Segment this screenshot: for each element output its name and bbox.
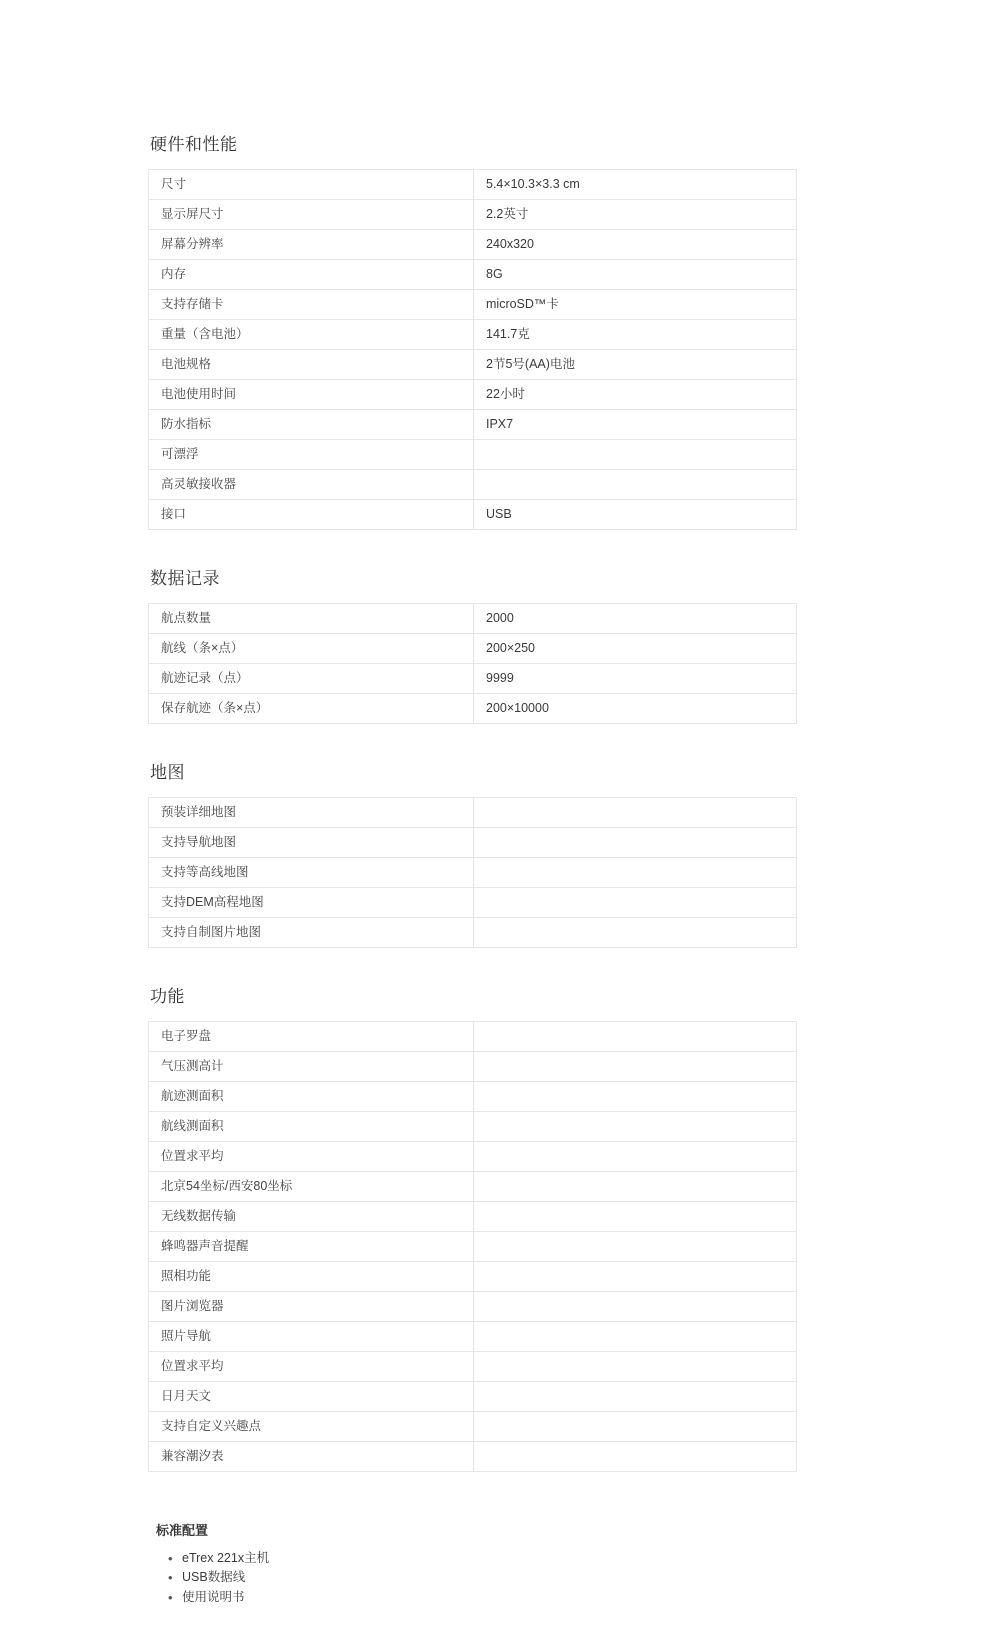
spec-key: 高灵敏接收器	[149, 470, 474, 500]
spec-table-features	[148, 1021, 797, 1472]
spec-value	[474, 1142, 797, 1172]
spec-value: 240x320	[474, 230, 797, 260]
spec-value	[474, 1052, 797, 1082]
spec-key: 北京54坐标/西安80坐标	[149, 1172, 474, 1202]
spec-value	[474, 918, 797, 948]
spec-key: 照相功能	[149, 1262, 474, 1292]
spec-key: 显示屏尺寸	[149, 200, 474, 230]
table-row	[149, 1022, 797, 1052]
table-row	[149, 604, 797, 634]
spec-value	[474, 1172, 797, 1202]
spec-value: 9999	[474, 664, 797, 694]
table-row	[149, 290, 797, 320]
table-row	[149, 1292, 797, 1322]
spec-value	[474, 798, 797, 828]
spec-key: 重量（含电池）	[149, 320, 474, 350]
list-item: • eTrex 221x主机	[182, 1549, 752, 1568]
spec-key: 图片浏览器	[149, 1292, 474, 1322]
spec-key: 电子罗盘	[149, 1022, 474, 1052]
table-row	[149, 1352, 797, 1382]
spec-key: 可漂浮	[149, 440, 474, 470]
spec-key: 尺寸	[149, 170, 474, 200]
table-row	[149, 798, 797, 828]
table-row	[149, 410, 797, 440]
spec-value	[474, 888, 797, 918]
spec-table-data-logging	[148, 603, 797, 724]
spec-key: 航线（条×点）	[149, 634, 474, 664]
spec-value: 2.2英寸	[474, 200, 797, 230]
spec-key: 航点数量	[149, 604, 474, 634]
table-row	[149, 1202, 797, 1232]
spec-value	[474, 858, 797, 888]
spec-value: IPX7	[474, 410, 797, 440]
table-row	[149, 918, 797, 948]
spec-key: 支持自定义兴趣点	[149, 1412, 474, 1442]
spec-key: 日月天文	[149, 1382, 474, 1412]
table-row	[149, 470, 797, 500]
section-title: 硬件和性能	[150, 135, 238, 154]
spec-key: 防水指标	[149, 410, 474, 440]
spec-value	[474, 470, 797, 500]
table-row	[149, 200, 797, 230]
spec-key: 电池规格	[149, 350, 474, 380]
spec-key: 航线测面积	[149, 1112, 474, 1142]
standard-configuration	[148, 1520, 752, 1607]
config-list	[148, 1549, 752, 1607]
spec-value: 141.7克	[474, 320, 797, 350]
spec-key: 支持自制图片地图	[149, 918, 474, 948]
table-row	[149, 440, 797, 470]
spec-value: 8G	[474, 260, 797, 290]
table-row	[149, 170, 797, 200]
spec-key: 照片导航	[149, 1322, 474, 1352]
spec-table-maps	[148, 797, 797, 948]
section-data-logging	[148, 564, 752, 724]
table-row	[149, 350, 797, 380]
spec-value: 5.4×10.3×3.3 cm	[474, 170, 797, 200]
table-row	[149, 320, 797, 350]
table-row	[149, 1052, 797, 1082]
table-row	[149, 380, 797, 410]
spec-value	[474, 1112, 797, 1142]
spec-key: 支持等高线地图	[149, 858, 474, 888]
table-row	[149, 500, 797, 530]
spec-key: 支持导航地图	[149, 828, 474, 858]
spec-value	[474, 440, 797, 470]
table-row	[149, 1172, 797, 1202]
spec-value	[474, 828, 797, 858]
config-title: 标准配置	[156, 1523, 209, 1538]
table-row	[149, 1442, 797, 1472]
table-row	[149, 828, 797, 858]
spec-key: 电池使用时间	[149, 380, 474, 410]
spec-value: microSD™卡	[474, 290, 797, 320]
spec-key: 屏幕分辨率	[149, 230, 474, 260]
spec-key: 支持DEM高程地图	[149, 888, 474, 918]
spec-value	[474, 1082, 797, 1112]
list-item: • USB数据线	[182, 1568, 752, 1587]
spec-key: 支持存储卡	[149, 290, 474, 320]
spec-key: 航迹记录（点）	[149, 664, 474, 694]
section-title: 地图	[150, 763, 185, 782]
spec-value: 2节5号(AA)电池	[474, 350, 797, 380]
spec-value: USB	[474, 500, 797, 530]
table-row	[149, 664, 797, 694]
spec-key: 内存	[149, 260, 474, 290]
spec-key: 无线数据传输	[149, 1202, 474, 1232]
table-row	[149, 858, 797, 888]
table-row	[149, 1082, 797, 1112]
spec-value	[474, 1412, 797, 1442]
table-row	[149, 260, 797, 290]
table-row	[149, 1382, 797, 1412]
section-hardware-performance	[148, 130, 752, 530]
list-item: • 使用说明书	[182, 1588, 752, 1607]
spec-key: 保存航迹（条×点）	[149, 694, 474, 724]
spec-key: 气压测高计	[149, 1052, 474, 1082]
spec-key: 位置求平均	[149, 1352, 474, 1382]
spec-key: 兼容潮汐表	[149, 1442, 474, 1472]
spec-key: 航迹测面积	[149, 1082, 474, 1112]
spec-value	[474, 1202, 797, 1232]
section-features	[148, 982, 752, 1472]
spec-value	[474, 1232, 797, 1262]
spec-value	[474, 1382, 797, 1412]
table-row	[149, 1412, 797, 1442]
spec-value: 22小时	[474, 380, 797, 410]
section-title: 数据记录	[150, 569, 220, 588]
table-row	[149, 888, 797, 918]
table-row	[149, 1322, 797, 1352]
spec-value	[474, 1442, 797, 1472]
spec-key: 预装详细地图	[149, 798, 474, 828]
table-row	[149, 1232, 797, 1262]
table-row	[149, 634, 797, 664]
spec-value	[474, 1292, 797, 1322]
spec-value	[474, 1022, 797, 1052]
table-row	[149, 694, 797, 724]
section-maps	[148, 758, 752, 948]
spec-value	[474, 1322, 797, 1352]
spec-value: 200×10000	[474, 694, 797, 724]
table-row	[149, 1262, 797, 1292]
spec-value: 2000	[474, 604, 797, 634]
spec-table-hardware-performance	[148, 169, 797, 530]
spec-key: 位置求平均	[149, 1142, 474, 1172]
table-row	[149, 1142, 797, 1172]
spec-key: 蜂鸣器声音提醒	[149, 1232, 474, 1262]
spec-value	[474, 1262, 797, 1292]
section-title: 功能	[150, 987, 185, 1006]
spec-key: 接口	[149, 500, 474, 530]
table-row	[149, 1112, 797, 1142]
spec-value	[474, 1352, 797, 1382]
spec-value: 200×250	[474, 634, 797, 664]
table-row	[149, 230, 797, 260]
